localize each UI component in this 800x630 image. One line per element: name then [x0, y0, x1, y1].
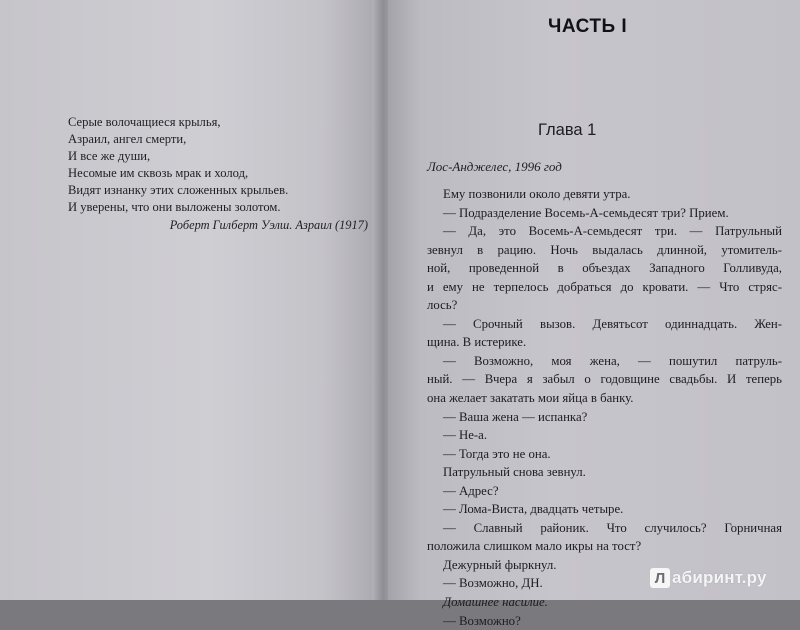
text-line: и ему не терпелось добраться до кровати. — Что стряс-: [427, 279, 782, 294]
text-line: — Возможно, моя жена, — пошутил патруль-: [443, 353, 782, 368]
epigraph-line: Серые волочащиеся крылья,: [68, 115, 221, 129]
epigraph-line: И все же души,: [68, 149, 151, 163]
chapter-text: [427, 185, 782, 630]
text-line: — Не-а.: [443, 428, 488, 443]
text-line: Ему позвонили около девяти утра.: [443, 187, 631, 201]
text-line: — Возможно, ДН.: [443, 576, 543, 591]
text-line: — Возможно?: [443, 613, 521, 628]
part-title: ЧАСТЬ I: [548, 16, 628, 37]
labirint-watermark: [650, 567, 767, 589]
text-line: она желает закатать мои яйца в банку.: [427, 391, 634, 406]
text-line: ной, проведенной в объездах Западного Голливуда,: [427, 261, 782, 276]
text-line: лось?: [427, 298, 458, 313]
labirint-logo-icon: Л: [650, 568, 670, 588]
epigraph-line: И уверены, что они выложены золотом.: [68, 200, 281, 214]
left-page: [0, 0, 380, 600]
text-line: зевнул в рацию. Ночь выдалась длинной, утомитель-: [427, 242, 782, 257]
text-line: положила слишком мало икры на тост?: [427, 539, 642, 554]
watermark-text: абиринт.ру: [672, 568, 767, 587]
place-date: Лос-Анджелес, 1996 год: [427, 159, 562, 174]
text-line: — Срочный вызов. Девятьсот одиннадцать. Жен-: [443, 316, 782, 331]
text-line: щина. В истерике.: [427, 335, 527, 350]
epigraph: [68, 114, 368, 234]
text-line: — Подразделение Восемь-А-семьдесят три? Прием.: [443, 205, 729, 220]
chapter-title: Глава 1: [538, 121, 597, 139]
epigraph-line: Несомые им сквозь мрак и холод,: [68, 166, 249, 180]
epigraph-line: Видят изнанку этих сложенных крыльев.: [68, 183, 289, 197]
text-line: ный. — Вчера я забыл о годовщине свадьбы. И теперь: [427, 372, 782, 387]
text-line: Дежурный фыркнул.: [443, 557, 557, 572]
text-line: Домашнее насилие.: [443, 595, 548, 610]
epigraph-attribution: Роберт Гилберт Уэлш. Азраил (1917): [169, 218, 368, 232]
text-line: — Ваша жена — испанка?: [443, 409, 588, 424]
text-line: Патрульный снова зевнул.: [443, 465, 586, 480]
text-line: — Адрес?: [443, 483, 499, 498]
text-line: — Да, это Восемь-А-семьдесят три. — Патрульный: [443, 224, 782, 239]
text-line: — Лома-Виста, двадцать четыре.: [443, 502, 624, 517]
text-line: — Славный районик. Что случилось? Горничная: [443, 520, 782, 535]
epigraph-line: Азраил, ангел смерти,: [68, 132, 187, 146]
text-line: — Тогда это не она.: [443, 446, 551, 461]
